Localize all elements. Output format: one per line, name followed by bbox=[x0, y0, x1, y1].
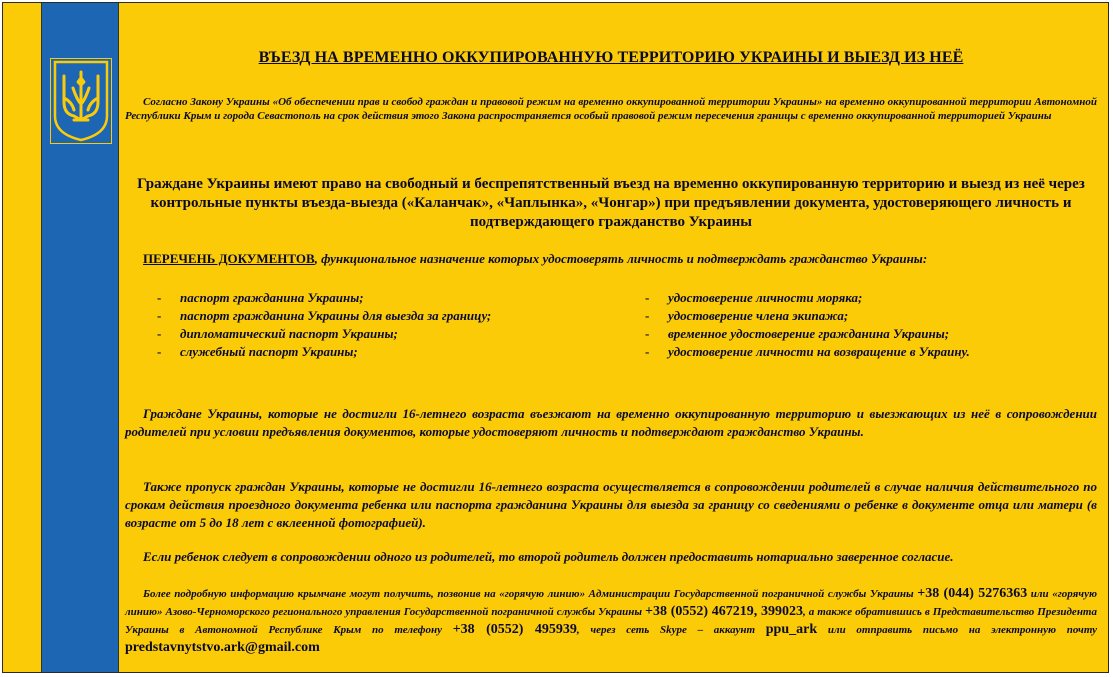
contacts-text-3: , а также обратившись в Представительство Президента Украины в Автономной Республике Крым по телефону bbox=[125, 606, 1097, 636]
info-poster bbox=[2, 2, 1109, 673]
list-item: - паспорт гражданина Украины; bbox=[125, 289, 491, 307]
list-item: - служебный паспорт Украины; bbox=[125, 343, 491, 361]
contacts-paragraph bbox=[125, 585, 1097, 657]
document-list-heading-text: , функциональное назначение которых удостоверять личность и подтверждать гражданство Украины: bbox=[314, 251, 928, 266]
skype-account: ppu_ark bbox=[765, 622, 818, 637]
document-list-heading bbox=[125, 251, 1097, 267]
page-title: ВЪЕЗД НА ВРЕМЕННО ОККУПИРОВАННУЮ ТЕРРИТОРИЮ УКРАИНЫ И ВЫЕЗД ИЗ НЕЁ bbox=[258, 49, 964, 66]
list-item: - паспорт гражданина Украины для выезда за границу; bbox=[125, 307, 491, 325]
intro-paragraph: Согласно Закону Украины «Об обеспечении прав и свобод граждан и правовой режим на временно оккупированной территории Украины» на временно оккупированной территории Автономной Республики Крым и города Севастополь на срок действия этого Закона распространяется особый правовой режим пересечения границы с временно оккупированной территорией Украины bbox=[125, 96, 1097, 122]
contacts-text-4: , через сеть Skype – аккаунт bbox=[576, 624, 766, 636]
contacts-text-5: или отправить письмо на электронную почту bbox=[817, 624, 1097, 636]
list-item: - дипломатический паспорт Украины; bbox=[125, 325, 491, 343]
document-list-lead: ПЕРЕЧЕНЬ ДОКУМЕНТОВ bbox=[143, 251, 315, 266]
children-entry-paragraph: Граждане Украины, которые не достигли 16-летнего возраста въезжают на временно оккупированную территорию и выезжающих из неё в сопровождении родителей при условии предъявления документов, которые удостоверяют личность и подтверждают гражданство Украины. bbox=[125, 406, 1097, 439]
contacts-text-1: Более подробную информацию крымчане могут получить, позвонив на «горячую линию» Администрации Государственной пограничной службы Украины bbox=[143, 588, 918, 600]
poster-content bbox=[125, 3, 1097, 672]
list-item: - удостоверение личности на возвращение в Украину. bbox=[613, 343, 970, 361]
document-list-left-column bbox=[125, 289, 491, 361]
list-item: - удостоверение члена экипажа; bbox=[613, 307, 970, 325]
children-pass-paragraph: Также пропуск граждан Украины, которые не достигли 16-летнего возраста осуществляется в сопровождении родителей в случае наличия действительного по срокам действия проездного документа ребенка или паспорта гражданина Украины для выезда за границу со сведениями о ребенке в документе отца или матери (в возрасте от 5 до 18 лет с вклеенной фотографией). bbox=[125, 479, 1097, 530]
list-item: - удостоверение личности моряка; bbox=[613, 289, 970, 307]
main-statement: Граждане Украины имеют право на свободный и беспрепятственный въезд на временно оккупированную территорию и выезд из неё через контрольные пункты въезда-выезда («Каланчак», «Чаплынка», «Чонгар») при предъявлении документа, удостоверяющего личность и подтверждающего гражданство Украины bbox=[137, 176, 1085, 230]
parental-consent-paragraph: Если ребенок следует в сопровождении одного из родителей, то второй родитель должен предоставить нотариально заверенное согласие. bbox=[143, 549, 954, 564]
contacts-text-2: или «горячую линию» Азово-Черноморского регионального управления Государственной пограничной службы Украины bbox=[125, 588, 1097, 618]
ukraine-trident-coat-of-arms-icon bbox=[50, 58, 112, 144]
representation-phone: +38 (0552) 495939 bbox=[452, 622, 577, 637]
left-yellow-stripe bbox=[3, 3, 42, 672]
list-item: - временное удостоверение гражданина Украины; bbox=[613, 325, 970, 343]
contact-email: predstavnytstvo.ark@gmail.com bbox=[125, 640, 320, 655]
hotline-phone-kyiv: +38 (044) 5276363 bbox=[917, 586, 1028, 601]
hotline-phone-azov: +38 (0552) 467219, 399023 bbox=[644, 604, 804, 619]
document-list-right-column bbox=[613, 289, 970, 361]
